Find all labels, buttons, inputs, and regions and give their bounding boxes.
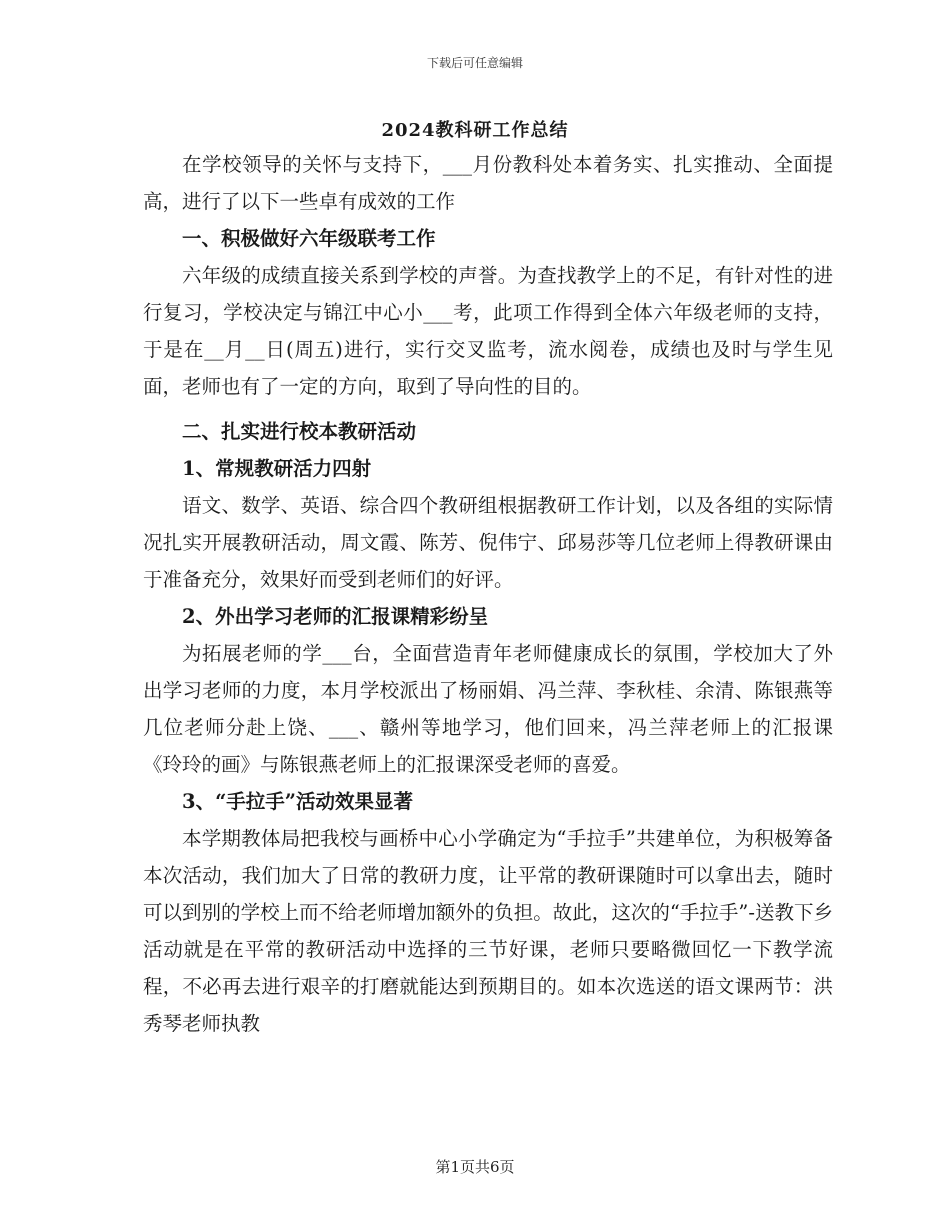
section-1-paragraph: 六年级的成绩直接关系到学校的声誉。为查找教学上的不足，有针对性的进行复习，学校决定与锦江中心小___考，此项工作得到全体六年级老师的支持，于是在__月__日(周五)进行，实行交叉监考，流水阅卷，成绩也及时与学生见面，老师也有了一定的方向，取到了导向性的目的。 xyxy=(143,264,833,398)
subsection-3-heading: 3、“手拉手”活动效果显著 xyxy=(182,790,414,813)
subsection-2-heading: 2、外出学习老师的汇报课精彩纷呈 xyxy=(182,605,489,628)
section-1-heading: 一、积极做好六年级联考工作 xyxy=(182,227,436,250)
spacer xyxy=(143,405,833,413)
header-note: 下载后可任意编辑 xyxy=(426,56,523,70)
document-title: 2024教科研工作总结 xyxy=(381,120,569,141)
page-number: 第1页共6页 xyxy=(435,1158,515,1176)
subsection-1-paragraph: 语文、数学、英语、综合四个教研组根据教研工作计划，以及各组的实际情况扎实开展教研活动，周文霞、陈芳、倪伟宁、邱易莎等几位老师上得教研课由于准备充分，效果好而受到老师们的好评。 xyxy=(143,494,833,591)
subsection-1-heading: 1、常规教研活力四射 xyxy=(182,457,372,480)
document-body xyxy=(143,146,833,1042)
intro-paragraph: 在学校领导的关怀与支持下，___月份教科处本着务实、扎实推动、全面提高，进行了以下一些卓有成效的工作 xyxy=(143,153,833,213)
subsection-3-paragraph: 本学期教体局把我校与画桥中心小学确定为“手拉手”共建单位，为积极筹备本次活动，我们加大了日常的教研力度，让平常的教研课随时可以拿出去，随时可以到别的学校上而不给老师增加额外的负担。故此，这次的“手拉手”-送教下乡活动就是在平常的教研活动中选择的三节好课，老师只要略微回忆一下教学流程，不必再去进行艰辛的打磨就能达到预期目的。如本次选送的语文课两节：洪秀琴老师执教 xyxy=(143,827,833,1035)
subsection-2-paragraph: 为拓展老师的学___台，全面营造青年老师健康成长的氛围，学校加大了外出学习老师的力度，本月学校派出了杨丽娟、冯兰萍、李秋桂、余清、陈银燕等几位老师分赴上饶、___、赣州等地学习，他们回来，冯兰萍老师上的汇报课《玲玲的画》与陈银燕老师上的汇报课深受老师的喜爱。 xyxy=(143,642,833,776)
section-2-heading: 二、扎实进行校本教研活动 xyxy=(182,420,417,443)
